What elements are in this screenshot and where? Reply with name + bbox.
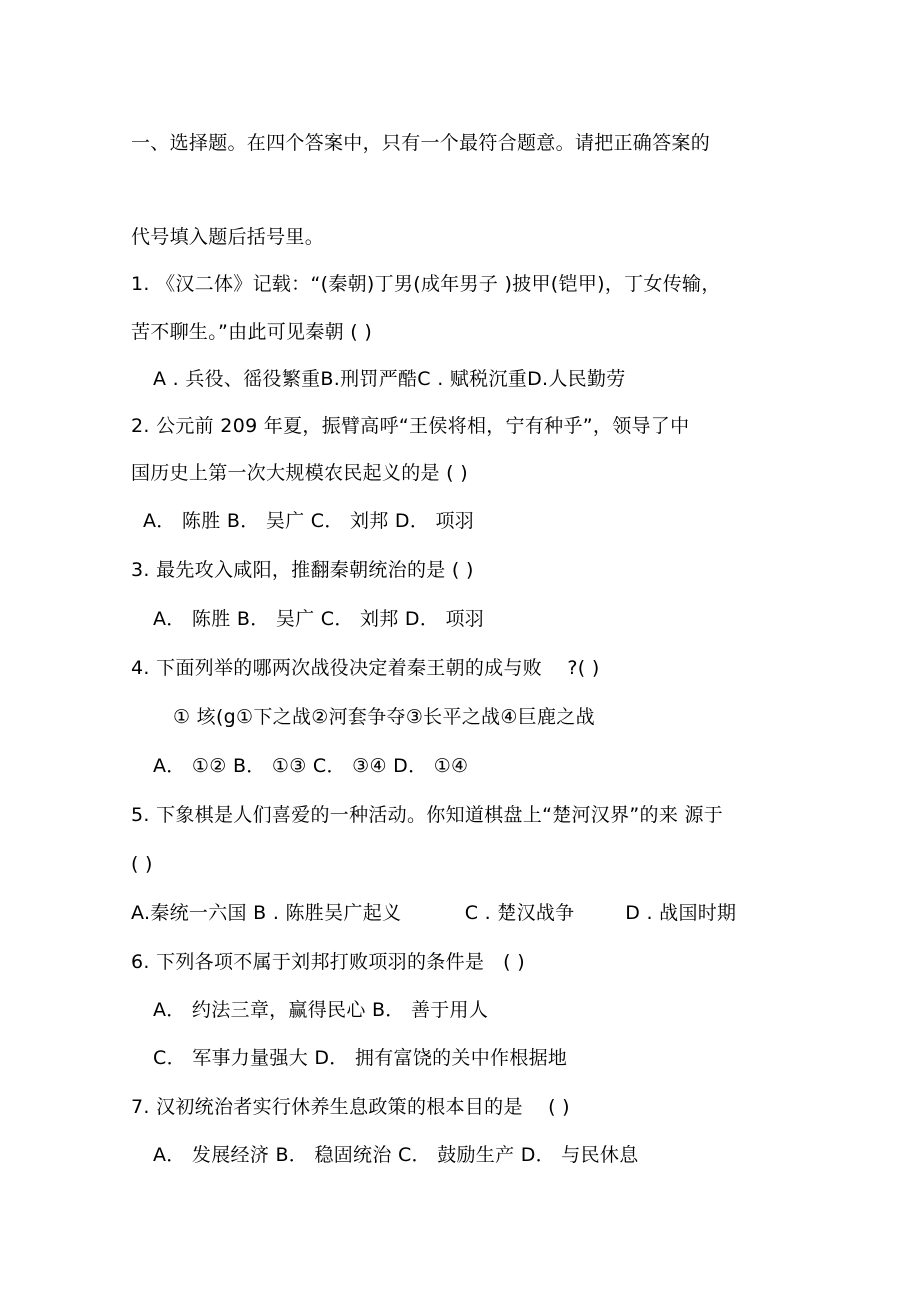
question-5-stem-line-1: 5. 下象棋是人们喜爱的一种活动。你知道棋盘上“楚河汉界”的来 源于 [131, 804, 724, 826]
question-4-options: A． ①② B． ①③ C． ③④ D． ①④ [153, 755, 469, 777]
question-6-options-line-1: A． 约法三章，赢得民心 B． 善于用人 [153, 999, 489, 1021]
question-1-stem-line-1: 1. 《汉二体》记载：“(秦朝)丁男(成年男子 )披甲(铠甲)，丁女传输， [131, 273, 721, 295]
question-4-stem: 4. 下面列举的哪两次战役决定着秦王朝的成与败 ?( ) [131, 657, 600, 679]
question-5-options: A.秦统一六国 B . 陈胜吴广起义 C . 楚汉战争 D . 战国时期 [131, 902, 737, 924]
instructions-line-2: 代号填入题后括号里。 [131, 226, 325, 248]
question-5-stem-line-2: ( ) [131, 853, 153, 875]
question-3-options: A． 陈胜 B． 吴广 C． 刘邦 D． 项羽 [153, 608, 485, 630]
question-2-stem-line-1: 2. 公元前 209 年夏，振臂高呼“王侯将相，宁有种乎”，领导了中 [131, 415, 690, 437]
instructions-line-1: 一、选择题。在四个答案中，只有一个最符合题意。请把正确答案的 [131, 132, 711, 154]
question-6-options-line-2: C． 军事力量强大 D． 拥有富饶的关中作根据地 [153, 1047, 568, 1069]
question-7-options: A． 发展经济 B． 稳固统治 C． 鼓励生产 D． 与民休息 [153, 1144, 639, 1166]
question-7-stem: 7. 汉初统治者实行休养生息政策的根本目的是 ( ) [131, 1096, 570, 1118]
question-2-options: A． 陈胜 B． 吴广 C． 刘邦 D． 项羽 [143, 510, 475, 532]
question-1-options: A . 兵役、徭役繁重B.刑罚严酷C . 赋税沉重D.人民勤劳 [153, 368, 626, 390]
question-1-stem-line-2: 苦不聊生。”由此可见秦朝 ( ) [131, 321, 373, 343]
question-6-stem: 6. 下列各项不属于刘邦打败项羽的条件是 ( ) [131, 951, 525, 973]
question-2-stem-line-2: 国历史上第一次大规模农民起义的是 ( ) [131, 462, 468, 484]
question-4-items: ① 垓(g①下之战②河套争夺③长平之战④巨鹿之战 [173, 706, 595, 728]
question-3-stem: 3. 最先攻入咸阳，推翻秦朝统治的是 ( ) [131, 559, 474, 581]
